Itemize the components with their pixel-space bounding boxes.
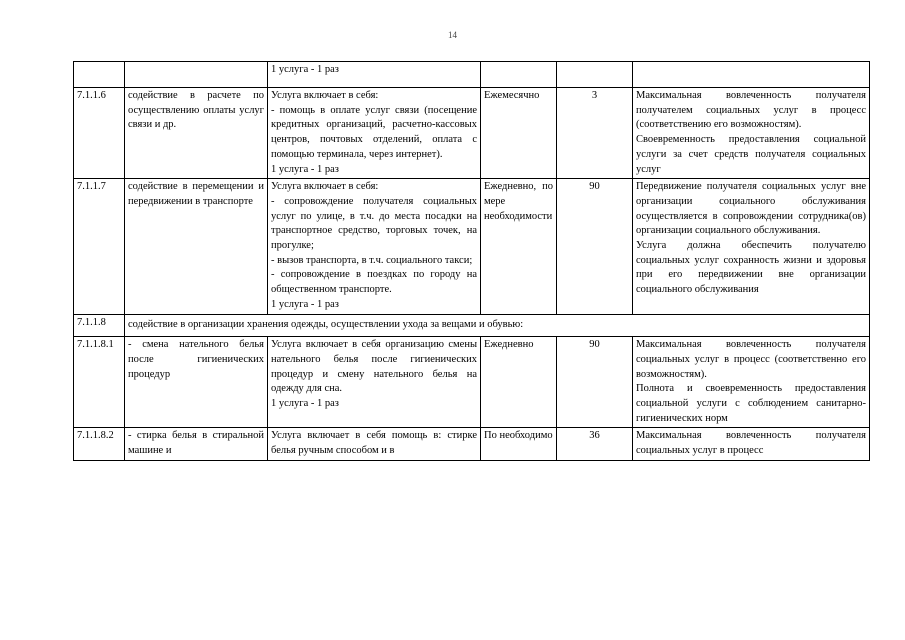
cell-section-title: содействие в организации хранения одежды, осуществлении ухода за вещами и обувью:: [125, 314, 870, 337]
cell-frequency: Ежедневно: [481, 337, 557, 428]
cell-quantity: 90: [557, 337, 633, 428]
cell-code: 7.1.1.8: [74, 314, 125, 337]
cell-indicators: Максимальная вовлеченность получателя социальных услуг в процесс: [633, 428, 870, 460]
cell-indicators: Передвижение получателя социальных услуг вне организации социального обслуживания осуществляется в сопровождении сотрудника(ов) организации социального обслуживания. Услуга должна обеспечить получателю социальных услуг сохранность жизни и здоровья при его передвижении вне организации социального обслуживания: [633, 179, 870, 314]
cell-indicators: [633, 62, 870, 88]
cell-quantity: 90: [557, 179, 633, 314]
cell-frequency: [481, 62, 557, 88]
cell-frequency: Ежедневно, по мере необходимости: [481, 179, 557, 314]
cell-service-name: [125, 62, 268, 88]
table-row: [74, 179, 870, 314]
cell-code: [74, 62, 125, 88]
table-row-section: [74, 314, 870, 337]
table-row: [74, 62, 870, 88]
cell-description: 1 услуга - 1 раз: [268, 62, 481, 88]
table-row: [74, 88, 870, 179]
cell-frequency: По необходимо: [481, 428, 557, 460]
cell-service-name: содействие в перемещении и передвижении в транспорте: [125, 179, 268, 314]
cell-service-name: - стирка белья в стиральной машине и: [125, 428, 268, 460]
cell-code: 7.1.1.7: [74, 179, 125, 314]
cell-description: Услуга включает в себя: - помощь в оплате услуг связи (посещение кредитных организаций, расчетно-кассовых центров, почтовых отделений, оплата с помощью терминала, через интернет). 1 услуга - 1 раз: [268, 88, 481, 179]
cell-service-name: - смена нательного белья после гигиенических процедур: [125, 337, 268, 428]
cell-frequency: Ежемесячно: [481, 88, 557, 179]
table-row: [74, 428, 870, 460]
page-number: 14: [448, 30, 457, 40]
cell-quantity: [557, 62, 633, 88]
cell-code: 7.1.1.8.1: [74, 337, 125, 428]
cell-quantity: 36: [557, 428, 633, 460]
cell-service-name: содействие в расчете по осуществлению оплаты услуг связи и др.: [125, 88, 268, 179]
cell-quantity: 3: [557, 88, 633, 179]
cell-description: Услуга включает в себя организацию смены нательного белья после гигиенических процедур и смену нательного белья на одежду для сна. 1 услуга - 1 раз: [268, 337, 481, 428]
table-row: [74, 337, 870, 428]
cell-code: 7.1.1.8.2: [74, 428, 125, 460]
cell-description: Услуга включает в себя: - сопровождение получателя социальных услуг по улице, в т.ч. до места посадки на транспортное средство, торговых точек, на прогулке; - вызов транспорта, в т.ч. социального такси; - сопровождение в поездках по городу на общественном транспорте. 1 услуга - 1 раз: [268, 179, 481, 314]
cell-indicators: Максимальная вовлеченность получателя социальных услуг в процесс (соответственно его возможностям). Полнота и своевременность предоставления социальной услуги с соблюдением санитарно-гигиенических норм: [633, 337, 870, 428]
cell-description: Услуга включает в себя помощь в: стирке белья ручным способом и в: [268, 428, 481, 460]
cell-indicators: Максимальная вовлеченность получателя получателем социальных услуг в процесс (соответствению его возможностям). Своевременность предоставления социальной услуги за счет средств получателя социальных услуг: [633, 88, 870, 179]
cell-code: 7.1.1.6: [74, 88, 125, 179]
services-table: [73, 61, 870, 461]
